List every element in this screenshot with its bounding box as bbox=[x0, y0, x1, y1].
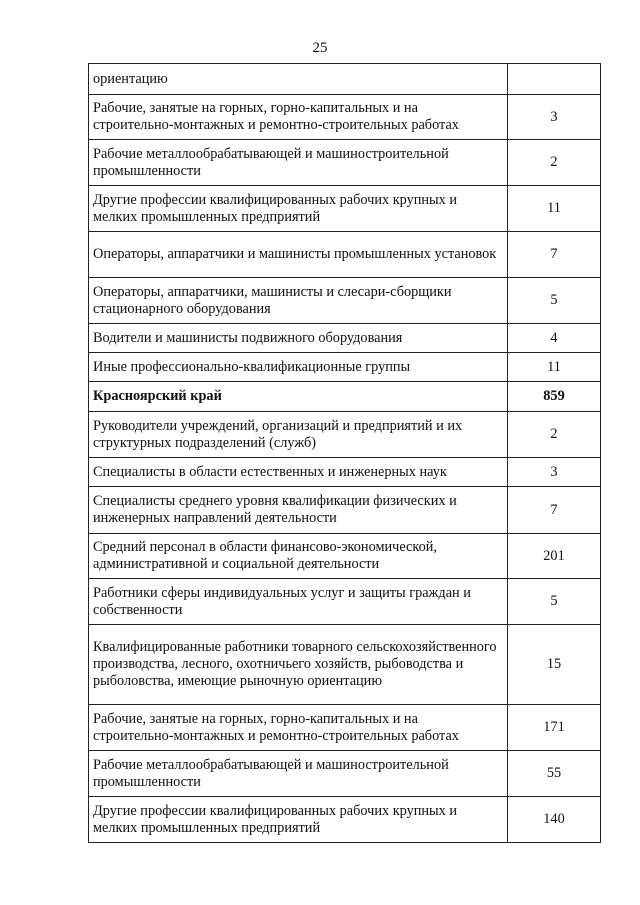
occupation-name: Рабочие металлообрабатывающей и машиностроительной промышленности bbox=[89, 751, 508, 797]
occupation-count: 15 bbox=[508, 625, 601, 705]
table-body bbox=[89, 64, 601, 843]
occupation-name: Операторы, аппаратчики и машинисты промышленных установок bbox=[89, 232, 508, 278]
occupation-name: Руководители учреждений, организаций и предприятий и их структурных подразделений (служб) bbox=[89, 412, 508, 458]
table-row bbox=[89, 625, 601, 705]
table-row bbox=[89, 324, 601, 353]
table-row bbox=[89, 140, 601, 186]
occupation-name: Другие профессии квалифицированных рабочих крупных и мелких промышленных предприятий bbox=[89, 797, 508, 843]
page-number: 25 bbox=[312, 40, 328, 56]
table-row bbox=[89, 579, 601, 625]
region-row bbox=[89, 382, 601, 412]
occupation-count: 55 bbox=[508, 751, 601, 797]
occupation-count: 5 bbox=[508, 579, 601, 625]
occupation-name: Другие профессии квалифицированных рабочих крупных и мелких промышленных предприятий bbox=[89, 186, 508, 232]
occupation-name: Рабочие, занятые на горных, горно-капитальных и на строительно-монтажных и ремонтно-строительных работах bbox=[89, 95, 508, 140]
data-table bbox=[88, 63, 601, 843]
occupation-name: Рабочие, занятые на горных, горно-капитальных и на строительно-монтажных и ремонтно-строительных работах bbox=[89, 705, 508, 751]
occupation-name: ориентацию bbox=[89, 64, 508, 95]
table-row bbox=[89, 64, 601, 95]
occupation-count: 4 bbox=[508, 324, 601, 353]
table-row bbox=[89, 278, 601, 324]
table-row bbox=[89, 751, 601, 797]
occupation-count: 2 bbox=[508, 412, 601, 458]
occupation-count: 11 bbox=[508, 186, 601, 232]
occupation-name: Красноярский край bbox=[89, 382, 508, 412]
occupation-count: 7 bbox=[508, 232, 601, 278]
occupation-count: 7 bbox=[508, 487, 601, 534]
occupation-name: Специалисты в области естественных и инженерных наук bbox=[89, 458, 508, 487]
occupation-count: 3 bbox=[508, 95, 601, 140]
occupation-count: 201 bbox=[508, 534, 601, 579]
table-row bbox=[89, 412, 601, 458]
table-row bbox=[89, 186, 601, 232]
table-row bbox=[89, 232, 601, 278]
occupation-count: 859 bbox=[508, 382, 601, 412]
table-row bbox=[89, 797, 601, 843]
occupation-name: Специалисты среднего уровня квалификации физических и инженерных направлений деятельности bbox=[89, 487, 508, 534]
table-row bbox=[89, 458, 601, 487]
occupation-name: Средний персонал в области финансово-экономической, административной и социальной деятельности bbox=[89, 534, 508, 579]
table-row bbox=[89, 705, 601, 751]
occupation-count: 2 bbox=[508, 140, 601, 186]
occupation-count: 171 bbox=[508, 705, 601, 751]
occupation-name: Водители и машинисты подвижного оборудования bbox=[89, 324, 508, 353]
occupation-count: 3 bbox=[508, 458, 601, 487]
occupation-count bbox=[508, 64, 601, 95]
occupation-count: 5 bbox=[508, 278, 601, 324]
table-row bbox=[89, 353, 601, 382]
occupation-name: Квалифицированные работники товарного сельскохозяйственного производства, лесного, охотничьего хозяйств, рыбоводства и рыболовства, имеющие рыночную ориентацию bbox=[89, 625, 508, 705]
table-row bbox=[89, 534, 601, 579]
occupation-name: Иные профессионально-квалификационные группы bbox=[89, 353, 508, 382]
table-row bbox=[89, 487, 601, 534]
occupation-name: Рабочие металлообрабатывающей и машиностроительной промышленности bbox=[89, 140, 508, 186]
table-row bbox=[89, 95, 601, 140]
occupation-name: Работники сферы индивидуальных услуг и защиты граждан и собственности bbox=[89, 579, 508, 625]
occupation-count: 11 bbox=[508, 353, 601, 382]
occupation-name: Операторы, аппаратчики, машинисты и слесари-сборщики стационарного оборудования bbox=[89, 278, 508, 324]
occupation-count: 140 bbox=[508, 797, 601, 843]
